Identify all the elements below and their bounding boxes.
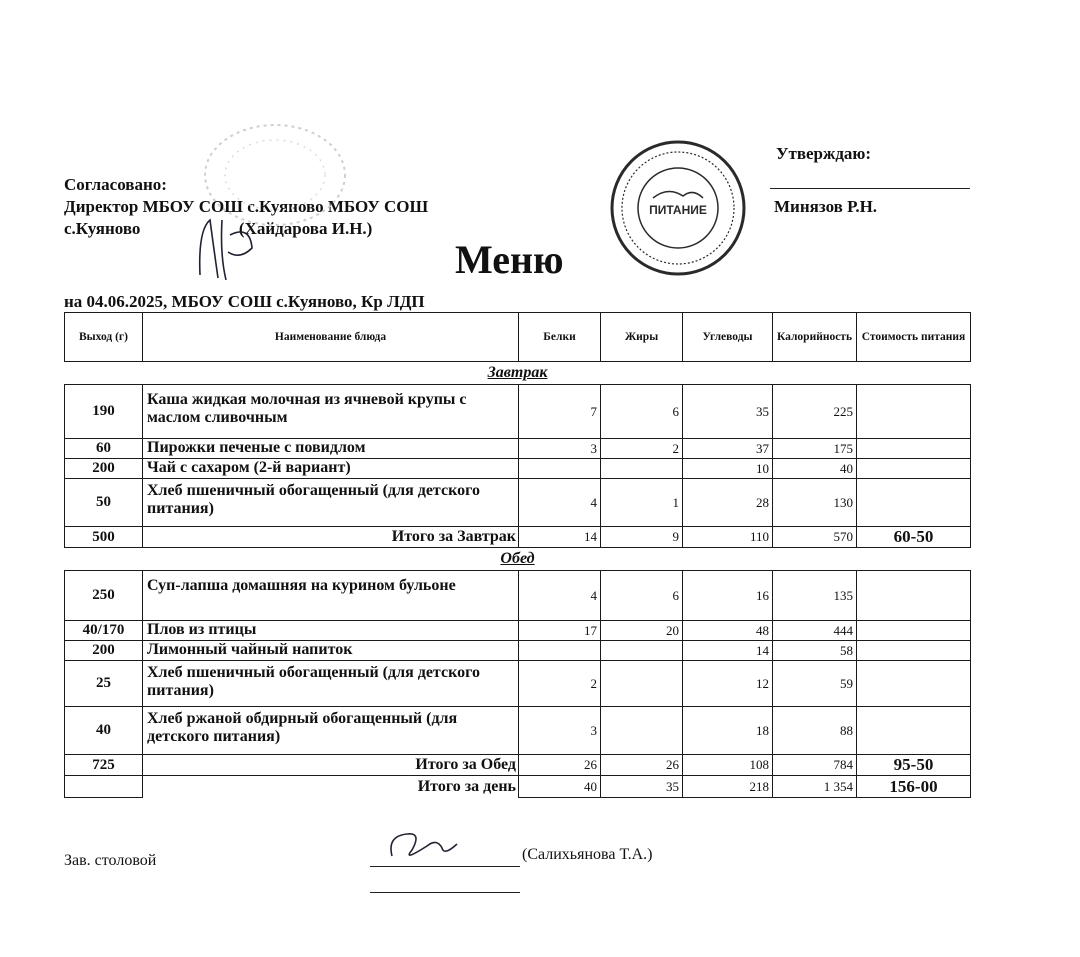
day-total-cost: 156-00 (857, 776, 971, 798)
header-proteins: Белки (519, 313, 601, 362)
cell-carbs: 37 (683, 439, 773, 459)
cell-proteins (519, 459, 601, 479)
cell-proteins: 4 (519, 571, 601, 621)
cell-output: 200 (65, 459, 143, 479)
table-row (65, 661, 971, 707)
cell-proteins: 3 (519, 439, 601, 459)
day-total-calories: 1 354 (773, 776, 857, 798)
cell-fats: 20 (601, 621, 683, 641)
footer-position: Зав. столовой (64, 852, 157, 869)
cell-fats: 2 (601, 439, 683, 459)
agreed-line2-b: (Хайдарова И.Н.) (238, 219, 373, 238)
cell-cost (857, 571, 971, 621)
total-output: 725 (65, 755, 143, 776)
cell-cost (857, 661, 971, 707)
total-row-breakfast (65, 527, 971, 548)
total-cost: 95-50 (857, 755, 971, 776)
cell-dish: Пирожки печеные с повидлом (143, 439, 519, 459)
total-output: 500 (65, 527, 143, 548)
menu-table (64, 312, 971, 798)
cell-proteins: 4 (519, 479, 601, 527)
cell-proteins: 17 (519, 621, 601, 641)
cell-cost (857, 459, 971, 479)
cell-carbs: 35 (683, 385, 773, 439)
menu-subtitle: на 04.06.2025, МБОУ СОШ с.Куяново, Кр ЛДП (64, 292, 425, 311)
header-name: Наименование блюда (143, 313, 519, 362)
cell-fats: 6 (601, 385, 683, 439)
cell-dish: Чай с сахаром (2-й вариант) (143, 459, 519, 479)
cell-calories: 225 (773, 385, 857, 439)
day-total-proteins: 40 (519, 776, 601, 798)
cell-calories: 135 (773, 571, 857, 621)
cell-calories: 444 (773, 621, 857, 641)
cell-carbs: 18 (683, 707, 773, 755)
cell-carbs: 48 (683, 621, 773, 641)
cell-output: 200 (65, 641, 143, 661)
total-row-lunch (65, 755, 971, 776)
cell-calories: 175 (773, 439, 857, 459)
table-row (65, 641, 971, 661)
day-total-output (65, 776, 143, 798)
cell-fats (601, 459, 683, 479)
table-row (65, 385, 971, 439)
cell-fats (601, 661, 683, 707)
cell-cost (857, 621, 971, 641)
round-stamp (608, 138, 748, 278)
total-carbs: 108 (683, 755, 773, 776)
cell-fats: 6 (601, 571, 683, 621)
manager-signature (382, 826, 462, 868)
cell-dish: Суп-лапша домашняя на курином бульоне (143, 571, 519, 621)
agreed-label: Согласовано: (64, 175, 167, 194)
section-row-breakfast (65, 362, 971, 385)
agreed-line2-a: с.Куяново (64, 219, 141, 238)
cell-calories: 88 (773, 707, 857, 755)
cell-carbs: 12 (683, 661, 773, 707)
total-label: Итого за Обед (143, 755, 519, 776)
cell-proteins: 3 (519, 707, 601, 755)
approve-name: Минязов Р.Н. (774, 197, 878, 216)
cell-carbs: 16 (683, 571, 773, 621)
total-calories: 784 (773, 755, 857, 776)
header-output: Выход (г) (65, 313, 143, 362)
header-cost: Стоимость питания (857, 313, 971, 362)
cell-output: 40 (65, 707, 143, 755)
cell-dish: Хлеб пшеничный обогащенный (для детского питания) (143, 661, 519, 707)
cell-cost (857, 439, 971, 459)
table-row (65, 479, 971, 527)
section-lunch: Обед (500, 550, 535, 567)
footer-name: (Салихьянова Т.А.) (522, 846, 653, 863)
total-row-day (65, 776, 971, 798)
header-fats: Жиры (601, 313, 683, 362)
header-carbs: Углеводы (683, 313, 773, 362)
table-row (65, 439, 971, 459)
cell-calories: 59 (773, 661, 857, 707)
day-total-carbs: 218 (683, 776, 773, 798)
cell-calories: 40 (773, 459, 857, 479)
table-header-row (65, 313, 971, 362)
table-row (65, 707, 971, 755)
cell-output: 190 (65, 385, 143, 439)
agreed-line1: Директор МБОУ СОШ с.Куяново МБОУ СОШ (64, 197, 429, 216)
total-calories: 570 (773, 527, 857, 548)
signature-line-2 (370, 892, 520, 893)
cell-output: 40/170 (65, 621, 143, 641)
cell-proteins: 7 (519, 385, 601, 439)
cell-fats (601, 641, 683, 661)
total-label: Итого за Завтрак (143, 527, 519, 548)
cell-fats: 1 (601, 479, 683, 527)
faint-stamp-icon (200, 120, 350, 230)
page-title: Меню (455, 237, 564, 282)
total-fats: 9 (601, 527, 683, 548)
total-carbs: 110 (683, 527, 773, 548)
cell-carbs: 28 (683, 479, 773, 527)
cell-carbs: 10 (683, 459, 773, 479)
day-total-fats: 35 (601, 776, 683, 798)
cell-cost (857, 385, 971, 439)
total-fats: 26 (601, 755, 683, 776)
cell-dish: Лимонный чайный напиток (143, 641, 519, 661)
stamp-text: ПИТАНИЕ (649, 203, 707, 217)
cell-calories: 58 (773, 641, 857, 661)
day-total-label: Итого за день (143, 776, 519, 798)
cell-output: 60 (65, 439, 143, 459)
cell-carbs: 14 (683, 641, 773, 661)
cell-cost (857, 641, 971, 661)
section-row-lunch (65, 548, 971, 571)
table-row (65, 571, 971, 621)
approve-signature-line (770, 188, 970, 189)
signature-line (370, 866, 520, 867)
cell-cost (857, 707, 971, 755)
cell-output: 25 (65, 661, 143, 707)
cell-calories: 130 (773, 479, 857, 527)
cell-proteins: 2 (519, 661, 601, 707)
approve-label: Утверждаю: (776, 144, 872, 163)
cell-dish: Плов из птицы (143, 621, 519, 641)
total-cost: 60-50 (857, 527, 971, 548)
cell-dish: Каша жидкая молочная из ячневой крупы с маслом сливочным (143, 385, 519, 439)
section-breakfast: Завтрак (487, 364, 548, 381)
cell-cost (857, 479, 971, 527)
total-proteins: 14 (519, 527, 601, 548)
cell-dish: Хлеб пшеничный обогащенный (для детского питания) (143, 479, 519, 527)
total-proteins: 26 (519, 755, 601, 776)
cell-fats (601, 707, 683, 755)
cell-proteins (519, 641, 601, 661)
header-calories: Калорийность (773, 313, 857, 362)
table-row (65, 621, 971, 641)
cell-dish: Хлеб ржаной обдирный обогащенный (для детского питания) (143, 707, 519, 755)
cell-output: 250 (65, 571, 143, 621)
table-row (65, 459, 971, 479)
cell-output: 50 (65, 479, 143, 527)
